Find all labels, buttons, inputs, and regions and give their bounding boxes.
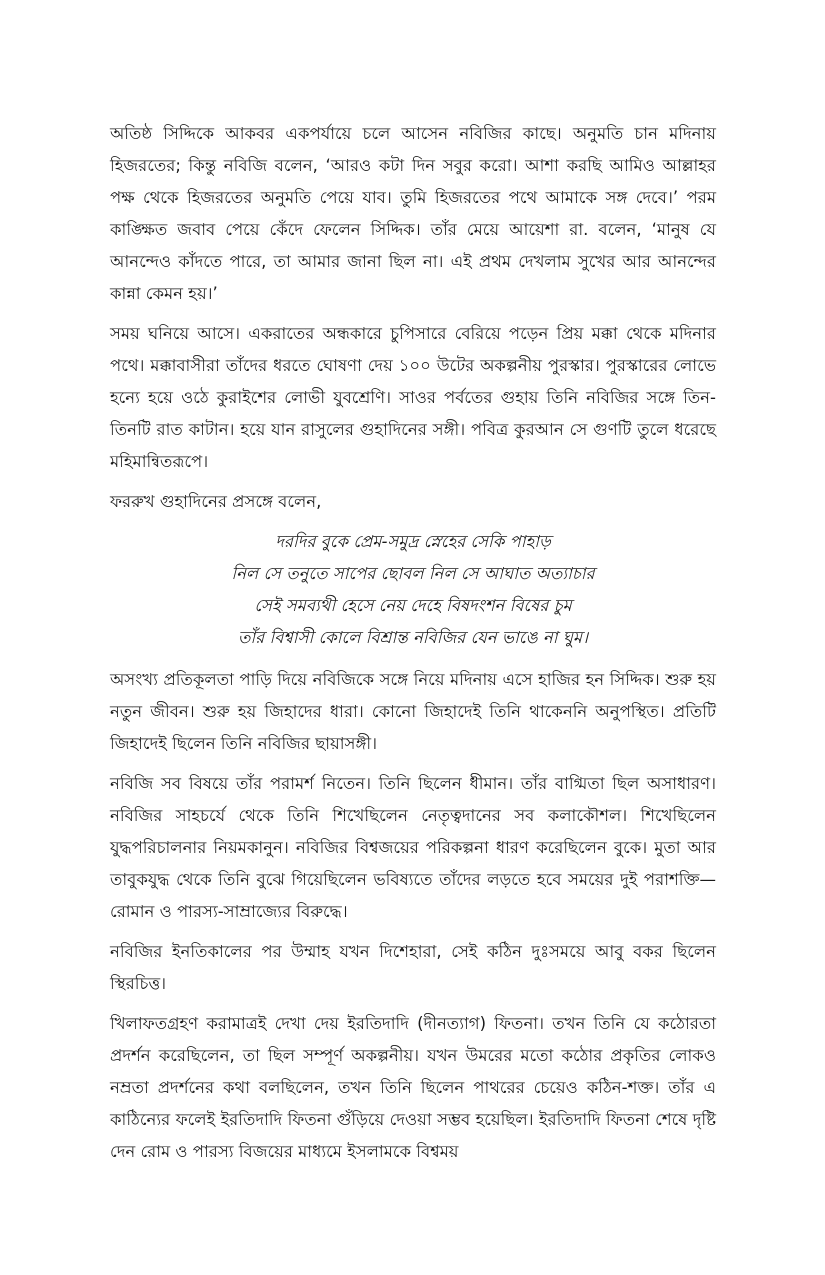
- poem-line: সেই সমব্যথী হেসে নেয় দেহে বিষদংশন বিষের চুম: [254, 596, 572, 615]
- paragraph-advisor-role: নবিজি সব বিষয়ে তাঁর পরামর্শ নিতেন। তিনি ছিলেন ধীমান। তাঁর বাগ্মিতা ছিল অসাধারণ। নবিজির সাহচর্যে থেকে তিনি শিখেছিলেন নেতৃত্বদানের সব কলাকৌশল। শিখেছিলেন যুদ্ধপরিচালনার নিয়মকানুন। নবিজির বিশ্বজয়ের পরিকল্পনা ধারণ করেছিলেন বুকে। মুতা আর তাবুকযুদ্ধ থেকে তিনি বুঝে গিয়েছিলেন ভবিষ্যতে তাঁদের লড়তে হবে সময়ের দুই পরাশক্তি—রোমান ও পারস্য-সাম্রাজ্যের বিরুদ্ধে।: [110, 774, 716, 921]
- poem-line: দরদির বুকে প্রেম-সমুদ্র স্নেহের সেকি পাহাড়: [275, 532, 551, 551]
- poem-line: নিল সে তনুতে সাপের ছোবল নিল সে আঘাত অত্যাচার: [231, 564, 595, 583]
- poem-block: [110, 526, 716, 654]
- paragraph-after-demise: নবিজির ইনতিকালের পর উম্মাহ যখন দিশেহারা, সেই কঠিন দুঃসময়ে আবু বকর ছিলেন স্থিরচিত্ত।: [110, 942, 716, 993]
- paragraph-hijrat-permission: অতিষ্ঠ সিদ্দিকে আকবর একপর্যায়ে চলে আসেন নবিজির কাছে। অনুমতি চান মদিনায় হিজরতের; কিন্তু নবিজি বলেন, ‘আরও কটা দিন সবুর করো। আশা করছি আমিও আল্লাহর পক্ষ থেকে হিজরতের অনুমতি পেয়ে যাব। তুমি হিজরতের পথে আমাকে সঙ্গ দেবে।’ পরম কাঙ্ক্ষিত জবাব পেয়ে কেঁদে ফেলেন সিদ্দিক। তাঁর মেয়ে আয়েশা রা. বলেন, ‘মানুষ যে আনন্দেও কাঁদতে পারে, তা আমার জানা ছিল না। এই প্রথম দেখলাম সুখের আর আনন্দের কান্না কেমন হয়।’: [110, 124, 716, 303]
- paragraph-riddah-fitna: খিলাফতগ্রহণ করামাত্রই দেখা দেয় ইরতিদাদি (দীনত্যাগ) ফিতনা। তখন তিনি যে কঠোরতা প্রদর্শন করেছিলেন, তা ছিল সম্পূর্ণ অকল্পনীয়। যখন উমরের মতো কঠোর প্রকৃতির লোকও নম্রতা প্রদর্শনের কথা বলছিলেন, তখন তিনি ছিলেন পাথরের চেয়েও কঠিন-শক্ত। তাঁর এ কাঠিন্যের ফলেই ইরতিদাদি ফিতনা গুঁড়িয়ে দেওয়া সম্ভব হয়েছিল। ইরতিদাদি ফিতনা শেষে দৃষ্টি দেন রোম ও পারস্য বিজয়ের মাধ্যমে ইসলামকে বিশ্বময়: [110, 1014, 716, 1161]
- poem-line: তাঁর বিশ্বাসী কোলে বিশ্রান্ত নবিজির যেন ভাঙে না ঘুম।: [238, 628, 588, 647]
- paragraph-arrival-madina: অসংখ্য প্রতিকূলতা পাড়ি দিয়ে নবিজিকে সঙ্গে নিয়ে মদিনায় এসে হাজির হন সিদ্দিক। শুরু হয় নতুন জীবন। শুরু হয় জিহাদের ধারা। কোনো জিহাদেই তিনি থাকেননি অনুপস্থিত। প্রতিটি জিহাদেই ছিলেন তিনি নবিজির ছায়াসঙ্গী।: [110, 670, 716, 753]
- paragraph-journey-to-madina: সময় ঘনিয়ে আসে। একরাতের অন্ধকারে চুপিসারে বেরিয়ে পড়েন প্রিয় মক্কা থেকে মদিনার পথে। মক্কাবাসীরা তাঁদের ধরতে ঘোষণা দেয় ১০০ উটের অকল্পনীয় পুরস্কার। পুরস্কারের লোভে হন্যে হয়ে ওঠে কুরাইশের লোভী যুবশ্রেণি। সাওর পর্বতের গুহায় তিনি নবিজির সঙ্গে তিন-তিনটি রাত কাটান। হয়ে যান রাসুলের গুহাদিনের সঙ্গী। পবিত্র কুরআন সে গুণটি তুলে ধরেছে মহিমান্বিতরূপে।: [110, 324, 716, 471]
- document-page: [110, 118, 716, 1176]
- paragraph-poem-intro: ফররুখ গুহাদিনের প্রসঙ্গে বলেন,: [110, 492, 322, 511]
